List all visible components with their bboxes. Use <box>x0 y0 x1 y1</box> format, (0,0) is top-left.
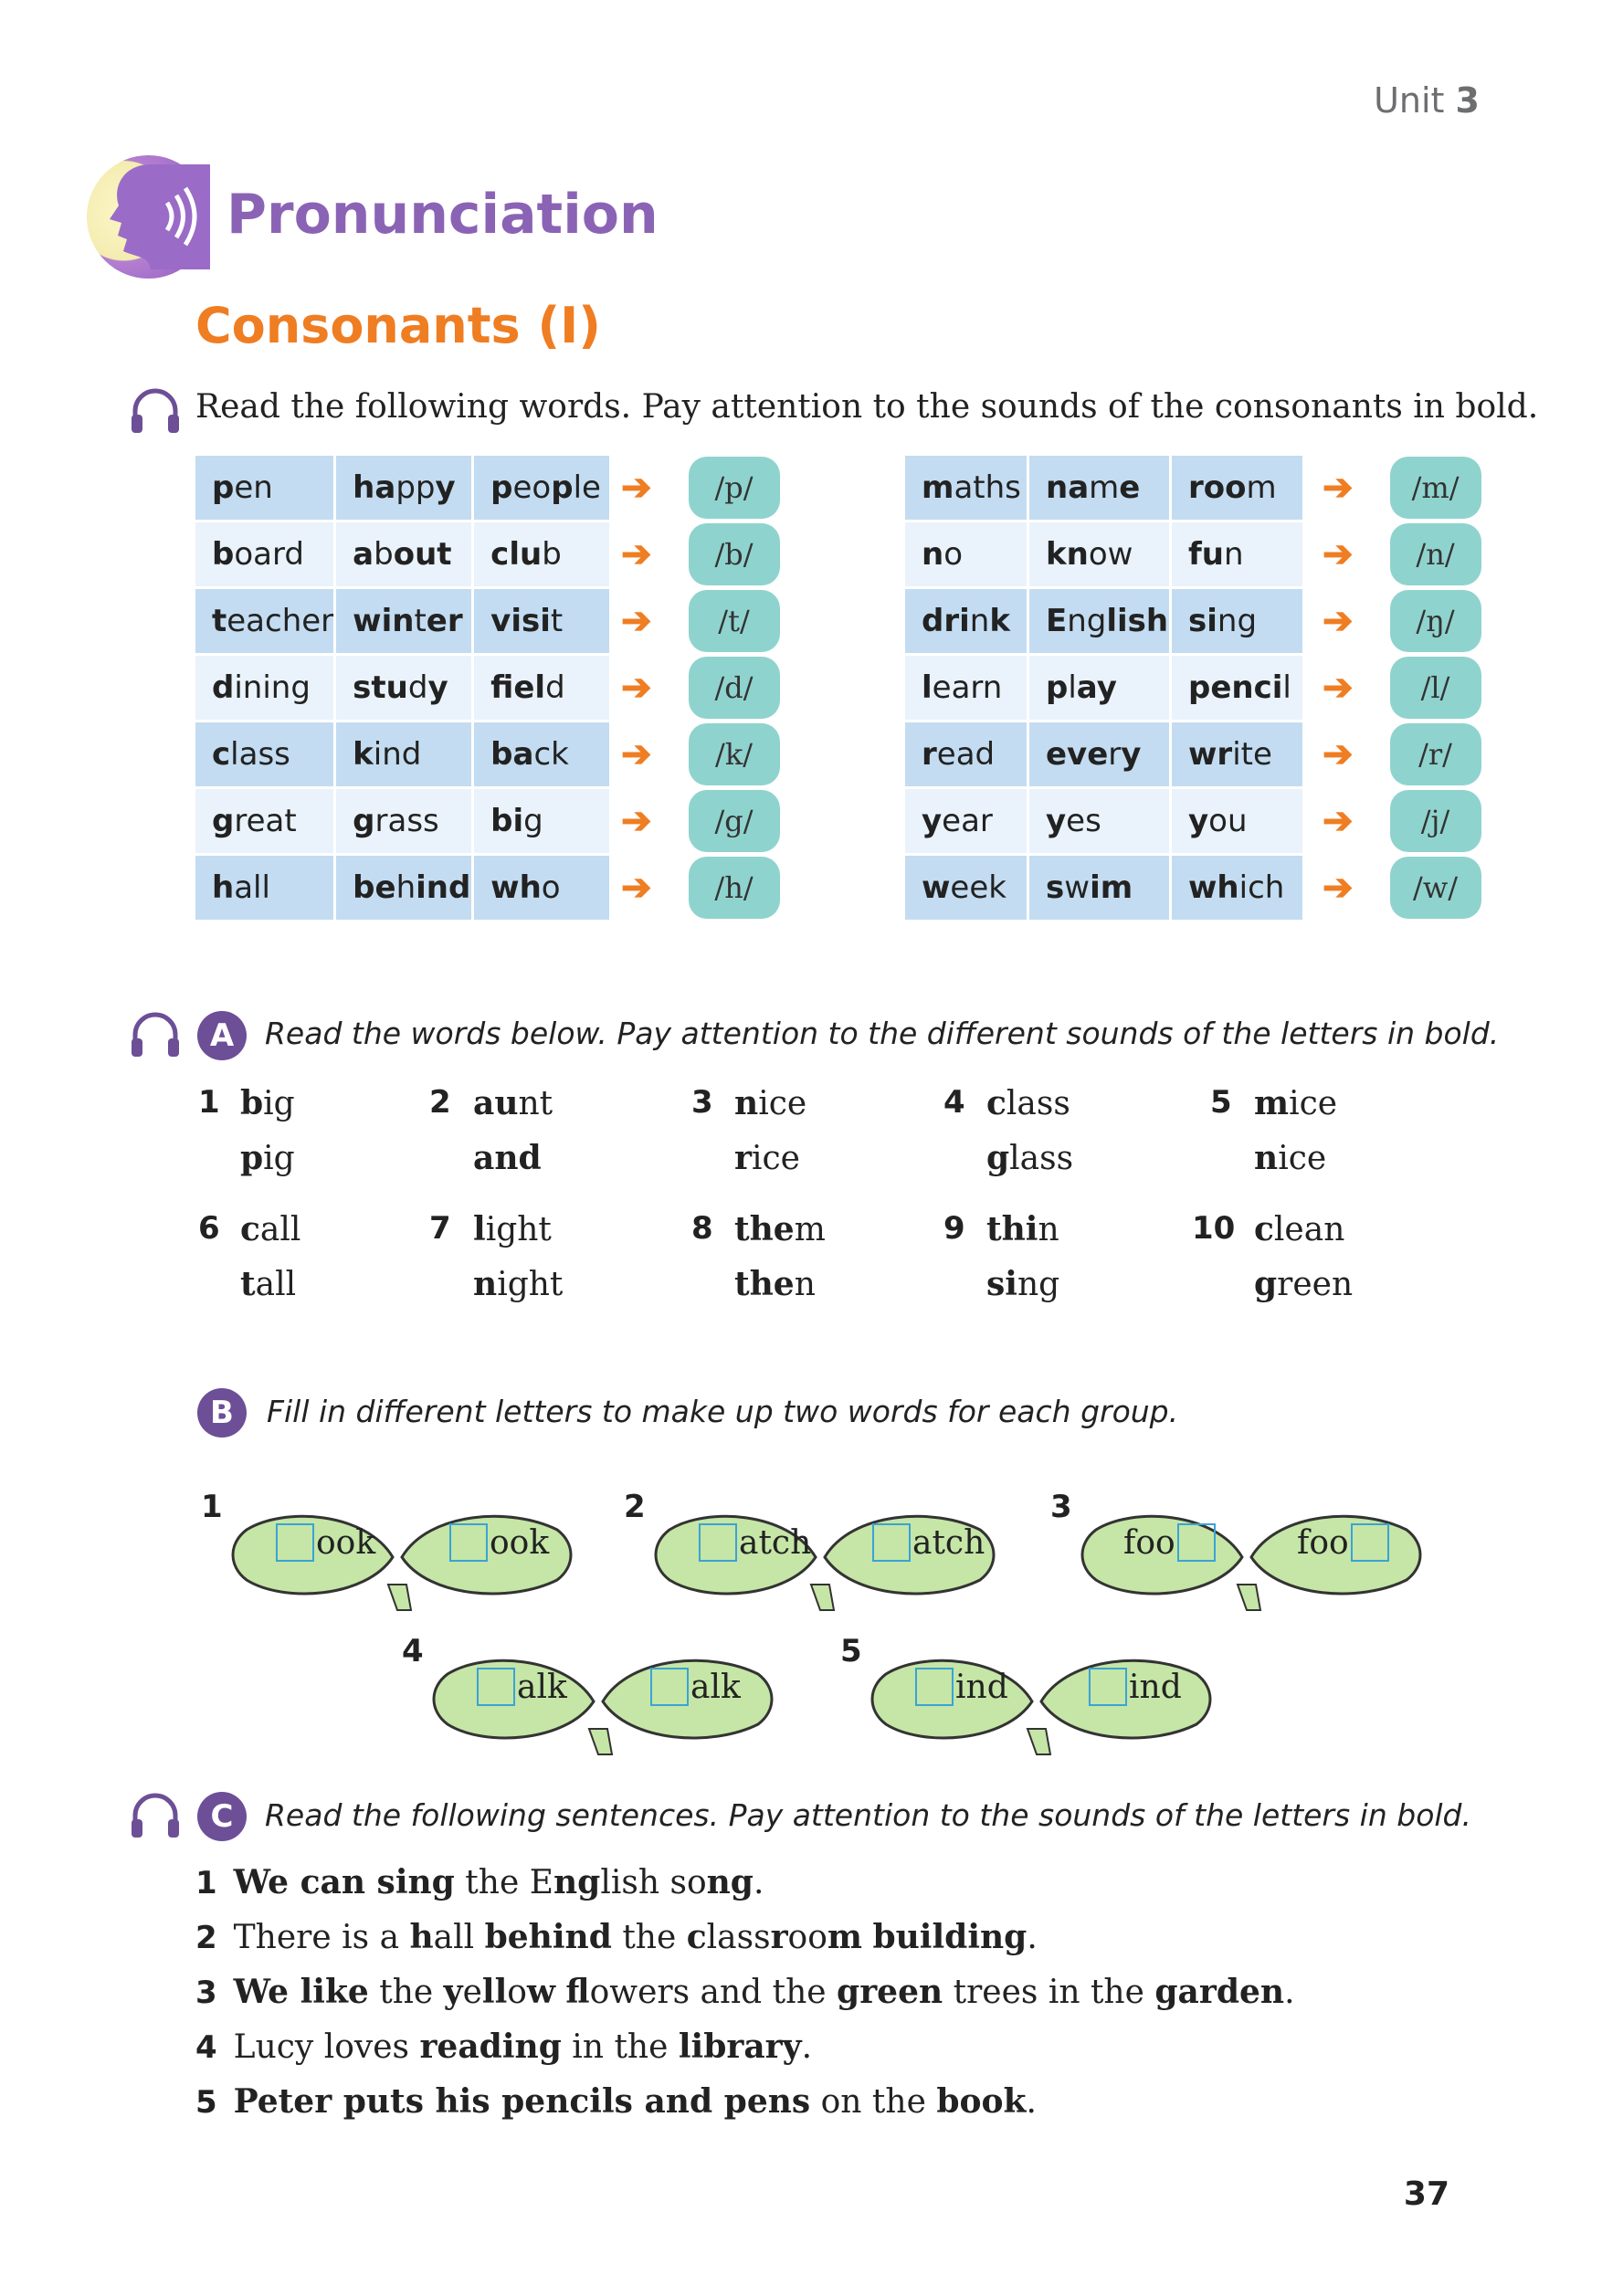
leaf-word: atch <box>697 1523 811 1562</box>
table-cell-word: club <box>474 522 609 586</box>
sound-row <box>1323 656 1487 720</box>
table-row <box>195 589 609 653</box>
consonant-table-left <box>193 453 612 922</box>
sentence-item: 5 Peter puts his pencils and pens on the book. <box>195 2082 1037 2121</box>
exercise-a-word: sing <box>986 1265 1060 1303</box>
ipa-symbol: /g/ <box>689 790 780 852</box>
section-title: Pronunciation <box>227 183 659 247</box>
exercise-a-word: big <box>240 1084 295 1122</box>
table-cell-word: which <box>1172 856 1302 920</box>
letter-input-box[interactable] <box>1089 1668 1127 1706</box>
exercise-a-word: night <box>473 1265 564 1303</box>
arrow-right-icon: ➔ <box>1323 534 1354 574</box>
ipa-symbol: /d/ <box>689 657 780 719</box>
sound-row <box>621 522 785 586</box>
exercise-a-word: clean <box>1254 1210 1345 1248</box>
table-cell-word: week <box>905 856 1027 920</box>
sound-row <box>1323 589 1487 653</box>
ipa-symbol: /ŋ/ <box>1390 590 1481 652</box>
table-cell-word: hall <box>195 856 333 920</box>
arrow-right-icon: ➔ <box>1323 801 1354 841</box>
sentence-number: 3 <box>195 1975 217 2011</box>
table-cell-word: maths <box>905 456 1027 520</box>
arrow-right-icon: ➔ <box>1323 468 1354 508</box>
exercise-a-word: rice <box>734 1139 800 1177</box>
exercise-a-word: pig <box>240 1139 295 1177</box>
table-cell-word: behind <box>336 856 471 920</box>
exercise-a-word: aunt <box>473 1084 553 1122</box>
table-row <box>195 789 609 853</box>
leaf-word: alk <box>648 1668 741 1706</box>
exercise-a-word: them <box>734 1210 826 1248</box>
exercise-a-number: 3 <box>691 1084 713 1121</box>
sound-row <box>1323 722 1487 786</box>
exercise-a-word: call <box>240 1210 301 1248</box>
sound-row <box>621 722 785 786</box>
leaf-word: atch <box>870 1523 985 1562</box>
leaf-word: ind <box>1087 1668 1182 1706</box>
exercise-a-word: glass <box>986 1139 1074 1177</box>
ipa-symbol: /k/ <box>689 723 780 785</box>
exercise-b-number: 1 <box>201 1489 223 1525</box>
table-row <box>905 722 1302 786</box>
exercise-b-number: 2 <box>624 1489 646 1525</box>
table-cell-word: yes <box>1029 789 1169 853</box>
sound-row <box>621 456 785 520</box>
table-cell-word: about <box>336 522 471 586</box>
arrow-right-icon: ➔ <box>1323 868 1354 908</box>
sentence-number: 2 <box>195 1920 217 1956</box>
table-cell-word: board <box>195 522 333 586</box>
intro-instruction: Read the following words. Pay attention to the sounds of the consonants in bold. <box>195 388 1539 426</box>
table-cell-word: read <box>905 722 1027 786</box>
table-row <box>195 856 609 920</box>
table-cell-word: fun <box>1172 522 1302 586</box>
exercise-a-word: light <box>473 1210 552 1248</box>
ipa-symbol: /n/ <box>1390 523 1481 585</box>
sentence-item: 2 There is a hall behind the classroom building. <box>195 1918 1038 1956</box>
table-cell-word: dining <box>195 656 333 720</box>
ipa-symbol: /t/ <box>689 590 780 652</box>
sound-row <box>1323 856 1487 920</box>
sentence-item: 1 We can sing the English song. <box>195 1863 764 1901</box>
arrow-right-icon: ➔ <box>621 734 652 774</box>
letter-input-box[interactable] <box>276 1523 314 1562</box>
leaf-word: alk <box>475 1668 567 1706</box>
sound-row <box>621 656 785 720</box>
exercise-a-word: green <box>1254 1265 1354 1303</box>
table-cell-word: people <box>474 456 609 520</box>
table-cell-word: no <box>905 522 1027 586</box>
exercise-a-word: mice <box>1254 1084 1338 1122</box>
table-row <box>905 789 1302 853</box>
table-cell-word: swim <box>1029 856 1169 920</box>
table-cell-word: happy <box>336 456 471 520</box>
table-cell-word: winter <box>336 589 471 653</box>
consonant-table-right <box>902 453 1305 922</box>
exercise-a-badge: A <box>197 1011 247 1060</box>
arrow-right-icon: ➔ <box>621 868 652 908</box>
section-subtitle: Consonants (I) <box>195 297 601 354</box>
exercise-a-number: 10 <box>1192 1210 1236 1247</box>
table-row <box>905 589 1302 653</box>
table-cell-word: year <box>905 789 1027 853</box>
exercise-a-number: 2 <box>429 1084 451 1121</box>
exercise-a-number: 7 <box>429 1210 451 1247</box>
exercise-a-instruction: Read the words below. Pay attention to the different sounds of the letters in bold. <box>265 1016 1500 1051</box>
table-cell-word: name <box>1029 456 1169 520</box>
table-cell-word: kind <box>336 722 471 786</box>
ipa-symbol: /j/ <box>1390 790 1481 852</box>
table-cell-word: field <box>474 656 609 720</box>
sound-row <box>1323 456 1487 520</box>
table-row <box>905 522 1302 586</box>
table-row <box>905 656 1302 720</box>
table-cell-word: learn <box>905 656 1027 720</box>
table-cell-word: English <box>1029 589 1169 653</box>
letter-input-box[interactable] <box>1351 1523 1389 1562</box>
exercise-b-number: 3 <box>1050 1489 1072 1525</box>
table-cell-word: who <box>474 856 609 920</box>
leaf-word: foo <box>1297 1523 1391 1562</box>
speaking-head-icon <box>87 155 210 279</box>
letter-input-box[interactable] <box>1177 1523 1216 1562</box>
leaf-word: ind <box>913 1668 1008 1706</box>
sound-row <box>621 789 785 853</box>
unit-label: Unit 3 <box>1374 80 1480 121</box>
exercise-a-number: 1 <box>198 1084 220 1121</box>
exercise-b-number: 5 <box>840 1633 862 1669</box>
table-cell-word: know <box>1029 522 1169 586</box>
sentence-item: 4 Lucy loves reading in the library. <box>195 2027 813 2066</box>
exercise-b-instruction: Fill in different letters to make up two words for each group. <box>267 1394 1179 1429</box>
exercise-a-word: tall <box>240 1265 297 1303</box>
exercise-b-badge: B <box>197 1388 247 1438</box>
table-cell-word: room <box>1172 456 1302 520</box>
exercise-a-number: 8 <box>691 1210 713 1247</box>
exercise-c-badge: C <box>197 1792 247 1841</box>
table-row <box>195 522 609 586</box>
arrow-right-icon: ➔ <box>1323 601 1354 641</box>
table-row <box>195 456 609 520</box>
table-cell-word: pen <box>195 456 333 520</box>
headphones-icon[interactable] <box>128 1007 183 1062</box>
table-row <box>905 856 1302 920</box>
arrow-right-icon: ➔ <box>621 601 652 641</box>
sentence-number: 1 <box>195 1865 217 1901</box>
ipa-symbol: /r/ <box>1390 723 1481 785</box>
letter-input-box[interactable] <box>477 1668 515 1706</box>
exercise-a-word: thin <box>986 1210 1059 1248</box>
arrow-right-icon: ➔ <box>1323 668 1354 708</box>
sentence-number: 5 <box>195 2084 217 2121</box>
ipa-symbol: /w/ <box>1390 857 1481 919</box>
table-cell-word: every <box>1029 722 1169 786</box>
exercise-c-instruction: Read the following sentences. Pay attention to the sounds of the letters in bold. <box>265 1797 1471 1833</box>
table-cell-word: drink <box>905 589 1027 653</box>
leaf-word: foo <box>1123 1523 1217 1562</box>
sound-row <box>1323 522 1487 586</box>
table-cell-word: visit <box>474 589 609 653</box>
table-cell-word: class <box>195 722 333 786</box>
sentence-number: 4 <box>195 2029 217 2066</box>
table-cell-word: write <box>1172 722 1302 786</box>
exercise-a-word: and <box>473 1139 542 1177</box>
letter-input-box[interactable] <box>449 1523 488 1562</box>
table-cell-word: pencil <box>1172 656 1302 720</box>
table-row <box>195 722 609 786</box>
ipa-symbol: /b/ <box>689 523 780 585</box>
table-row <box>905 456 1302 520</box>
letter-input-box[interactable] <box>872 1523 911 1562</box>
exercise-a-number: 4 <box>943 1084 965 1121</box>
table-cell-word: sing <box>1172 589 1302 653</box>
arrow-right-icon: ➔ <box>621 801 652 841</box>
exercise-a-number: 9 <box>943 1210 965 1247</box>
sound-row <box>621 589 785 653</box>
leaf-word: ook <box>448 1523 549 1562</box>
table-cell-word: study <box>336 656 471 720</box>
exercise-a-number: 5 <box>1210 1084 1232 1121</box>
table-cell-word: great <box>195 789 333 853</box>
ipa-symbol: /m/ <box>1390 457 1481 519</box>
sound-row <box>1323 789 1487 853</box>
headphones-icon[interactable] <box>128 384 183 438</box>
arrow-right-icon: ➔ <box>1323 734 1354 774</box>
exercise-a-word: nice <box>1254 1139 1327 1177</box>
letter-input-box[interactable] <box>915 1668 954 1706</box>
table-cell-word: back <box>474 722 609 786</box>
letter-input-box[interactable] <box>650 1668 689 1706</box>
page-number: 37 <box>1403 2175 1449 2213</box>
exercise-a-word: class <box>986 1084 1070 1122</box>
headphones-icon[interactable] <box>128 1788 183 1843</box>
letter-input-box[interactable] <box>699 1523 737 1562</box>
sentence-item: 3 We like the yellow flowers and the green trees in the garden. <box>195 1973 1295 2011</box>
exercise-a-word: then <box>734 1265 816 1303</box>
sound-row <box>621 856 785 920</box>
table-cell-word: grass <box>336 789 471 853</box>
table-row <box>195 656 609 720</box>
table-cell-word: big <box>474 789 609 853</box>
exercise-b-number: 4 <box>402 1633 424 1669</box>
table-cell-word: teacher <box>195 589 333 653</box>
table-cell-word: you <box>1172 789 1302 853</box>
ipa-symbol: /l/ <box>1390 657 1481 719</box>
exercise-a-number: 6 <box>198 1210 220 1247</box>
table-cell-word: play <box>1029 656 1169 720</box>
arrow-right-icon: ➔ <box>621 534 652 574</box>
leaf-word: ook <box>274 1523 375 1562</box>
exercise-a-word: nice <box>734 1084 807 1122</box>
arrow-right-icon: ➔ <box>621 668 652 708</box>
ipa-symbol: /p/ <box>689 457 780 519</box>
arrow-right-icon: ➔ <box>621 468 652 508</box>
ipa-symbol: /h/ <box>689 857 780 919</box>
